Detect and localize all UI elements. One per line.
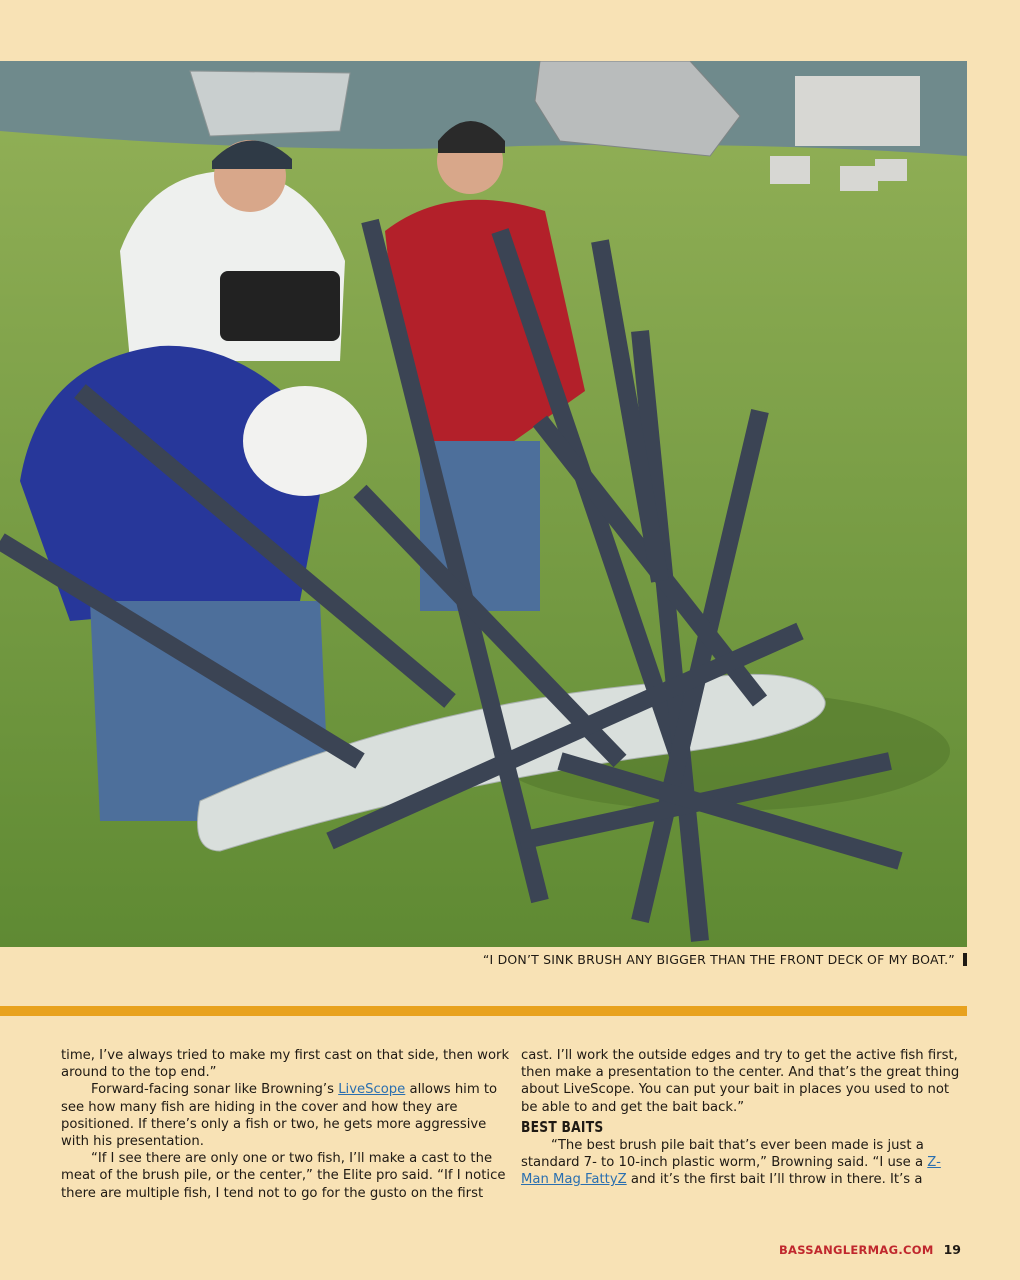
caption-text: “I DON’T SINK BRUSH ANY BIGGER THAN THE FRONT DECK OF MY BOAT.” <box>482 952 955 967</box>
text-run: Forward-facing sonar like Browning’s <box>91 1082 339 1098</box>
article-column-left <box>61 1047 511 1202</box>
caption-end-mark <box>963 953 967 966</box>
paragraph: time, I’ve always tried to make my first cast on that side, then work around to the top end.” <box>61 1048 510 1081</box>
page-footer <box>779 1242 961 1257</box>
text-run: and it’s the first bait I’ll throw in there. It’s a <box>626 1172 923 1188</box>
text-run: “The best brush pile bait that’s ever been made is just a standard 7- to 10-inch plastic worm,” Browning said. “I use a <box>521 1137 928 1171</box>
page-number: 19 <box>943 1242 961 1257</box>
zman-fattyz-link[interactable]: Z-Man Mag FattyZ <box>521 1155 941 1188</box>
section-subhead: BEST BAITS <box>521 1117 604 1136</box>
photo-illustration <box>0 61 967 947</box>
hero-photo <box>0 61 967 947</box>
article-column-right <box>521 1047 961 1188</box>
paragraph: cast. I’ll work the outside edges and try to get the active fish first, then make a presentation to the center. And that’s the great thing about LiveScope. You can put your bait in places you used to not be able to and get the bait back.” <box>521 1048 960 1115</box>
site-url: BASSANGLERMAG.COM <box>778 1243 934 1257</box>
paragraph <box>61 1081 511 1150</box>
paragraph <box>521 1137 961 1189</box>
photo-caption <box>483 952 967 967</box>
livescope-link[interactable]: LiveScope <box>338 1082 406 1098</box>
text-run: allows him to see how many fish are hiding in the cover and how they are positioned. If there’s only a fish or two, he gets more aggressive with his presentation. <box>61 1082 498 1150</box>
section-divider <box>0 1006 967 1016</box>
paragraph: “If I see there are only one or two fish, I’ll make a cast to the meat of the brush pile, or the center,” the Elite pro said. “If I notice there are multiple fish, I tend not to go for the gusto on the first <box>61 1151 506 1201</box>
